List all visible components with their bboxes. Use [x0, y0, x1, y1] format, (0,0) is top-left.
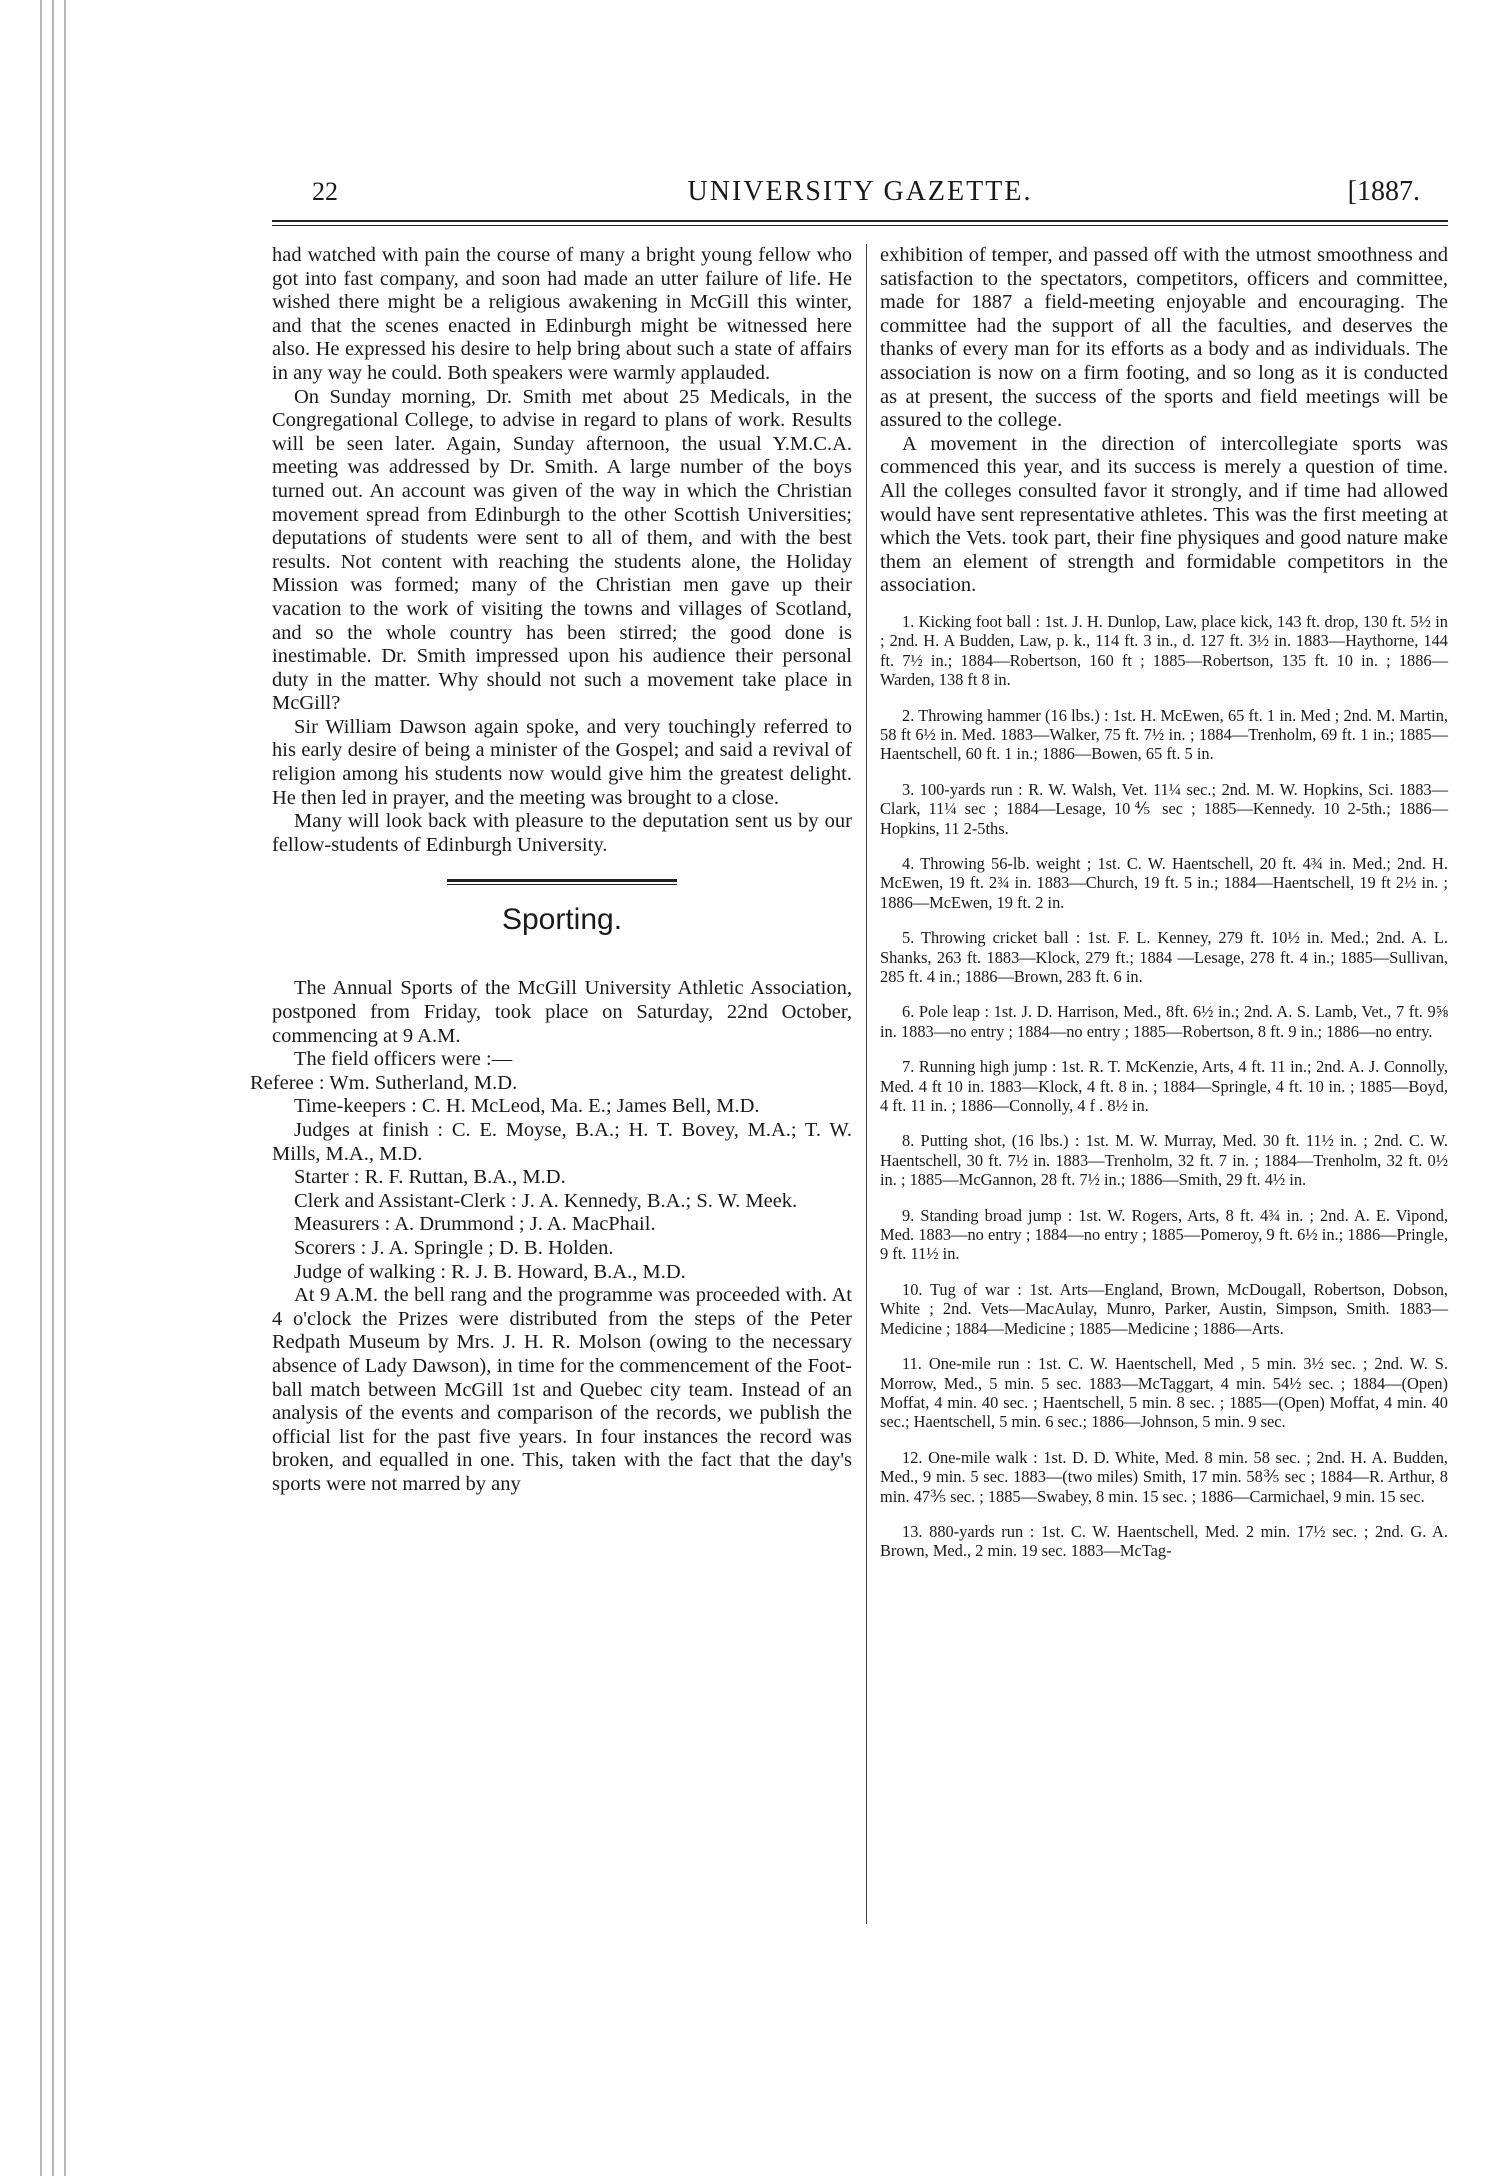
page-edge-2 [52, 0, 54, 2176]
result-entry: 12. One-mile walk : 1st. D. D. White, Med. 8 min. 58 sec. ; 2nd. H. A. Budden, Med., 9 min. 5 sec. 1883—(two miles) Smith, 17 min. 58⅗ sec ; 1884—R. Arthur, 8 min. 47⅗ sec. ; 1885—Swabey, 8 min. 15 sec. ; 1886—Carmichael, 9 min. 15 sec. [880, 1447, 1448, 1506]
page-header [272, 168, 1448, 216]
officer-line: Measurers : A. Drummond ; J. A. MacPhail. [294, 1213, 656, 1236]
section-title: Sporting. [501, 903, 623, 937]
left-paragraph: On Sunday morning, Dr. Smith met about 25 Medicals, in the Congregational College, to advise in regard to plans of work. Results will be seen later. Again, Sunday afternoon, the usual Y.M.C.A. meeting was addressed by Dr. Smith. A large number of the boys turned out. An account was given of the way in which the Christian movement spread from Edinburgh to the other Scottish Universities; deputations of students were sent to all of them, and with the best results. Not content with reaching the students alone, the Holiday Mission was formed; many of the Christian men gave up their vacation to the work of visiting the towns and villages of Scotland, and so the whole country has been stirred; the good done is inestimable. Dr. Smith impressed upon his audience their personal duty in the matter. Why should not such a movement take place in McGill? [272, 385, 852, 715]
officer-line: Referee : Wm. Sutherland, M.D. [250, 1071, 518, 1094]
result-entry: 5. Throwing cricket ball : 1st. F. L. Kenney, 279 ft. 10½ in. Med.; 2nd. A. L. Shanks, 263 ft. 1883—Klock, 279 ft.; 1884 —Lesage, 278 ft. 4 in.; 1885—Sullivan, 285 ft. 4 in.; 1886—Brown, 283 ft. 6 in. [880, 928, 1448, 986]
result-entry: 2. Throwing hammer (16 lbs.) : 1st. H. McEwen, 65 ft. 1 in. Med ; 2nd. M. Martin, 58 ft 6½ in. Med. 1883—Walker, 75 ft. 7½ in. ; 1884—Trenholm, 69 ft. 1 in.; 1885—Haentschell, 60 ft. 1 in.; 1886—Bowen, 65 ft. 5 in. [880, 705, 1448, 764]
officer-line: Scorers : J. A. Springle ; D. B. Holden. [294, 1236, 614, 1259]
left-column [250, 244, 852, 1497]
officers-heading: The field officers were :— [294, 1048, 513, 1071]
right-column [880, 244, 1448, 1577]
result-entry: 3. 100-yards run : R. W. Walsh, Vet. 11¼ sec.; 2nd. M. W. Hopkins, Sci. 1883—Clark, 11¼ sec ; 1884—Lesage, 10⅘ sec ; 1885—Kennedy. 10 2-5th.; 1886—Hopkins, 11 2-5ths. [880, 779, 1448, 838]
right-paragraph: A movement in the direction of intercollegiate sports was commenced this year, and its success is merely a question of time. All the colleges consulted favor it strongly, and if time had allowed would have sent representative athletes. This was the first meeting at which the Vets. took part, their fine physiques and good nature make them an element of strength and formidable competitors in the association. [880, 432, 1448, 597]
result-entry: 7. Running high jump : 1st. R. T. McKenzie, Arts, 4 ft. 11 in.; 2nd. A. J. Connolly, Med. 4 ft 10 in. 1883—Klock, 4 ft. 8 in. ; 1884—Springle, 4 ft. 10 in. ; 1885—Boyd, 4 ft. 11 in. ; 1886—Connolly, 4 f . 8½ in. [880, 1057, 1448, 1116]
page-number: 22 [312, 177, 338, 206]
result-entry: 11. One-mile run : 1st. C. W. Haentschell, Med , 5 min. 3½ sec. ; 2nd. W. S. Morrow, Med., 5 min. 5 sec. 1883—McTaggart, 4 min. 54½ sec. ; 1884—(Open) Moffat, 4 min. 40 sec. ; Haentschell, 5 min. 8 sec. ; 1885—(Open) Moffat, 4 min. 40 sec.; Haentschell, 5 min. 6 sec.; 1886—Johnson, 5 min. 9 sec. [880, 1354, 1448, 1432]
publication-year: [1887. [1347, 176, 1420, 207]
result-entry: 6. Pole leap : 1st. J. D. Harrison, Med., 8ft. 6½ in.; 2nd. A. S. Lamb, Vet., 7 ft. 9⅝ in. 1883—no entry ; 1884—no entry ; 1885—Robertson, 8 ft. 9 in.; 1886—no entry. [880, 1002, 1448, 1041]
gazette-page [250, 168, 1448, 2118]
left-paragraph: had watched with pain the course of many a bright young fellow who got into fast company, and soon had made an utter failure of life. He wished there might be a religious awakening in McGill this winter, and that the scenes enacted in Edinburgh might be witnessed here also. He expressed his desire to help bring about such a state of affairs in any way he could. Both speakers were warmly applauded. [272, 244, 852, 384]
result-entry: 13. 880-yards run : 1st. C. W. Haentschell, Med. 2 min. 17½ sec. ; 2nd. G. A. Brown, Med., 2 min. 19 sec. 1883—McTag- [880, 1521, 1448, 1561]
page-edge-1 [40, 0, 42, 2176]
officer-line: Time-keepers : C. H. McLeod, Ma. E.; James Bell, M.D. [294, 1095, 760, 1118]
article-columns [250, 244, 1448, 2104]
result-entry: 4. Throwing 56-lb. weight ; 1st. C. W. Haentschell, 20 ft. 4¾ in. Med.; 2nd. H. McEwen, 19 ft. 2¾ in. 1883—Church, 19 ft. 5 in.; 1884—Haentschell, 19 ft 2½ in. ; 1886—McEwen, 19 ft. 2 in. [880, 853, 1448, 912]
publication-title: UNIVERSITY GAZETTE. [687, 176, 1033, 207]
page-edge-3 [64, 0, 66, 2176]
officer-line: Judge of walking : R. J. B. Howard, B.A., M.D. [294, 1260, 686, 1283]
sporting-closing: At 9 A.M. the bell rang and the programme was proceeded with. At 4 o'clock the Prizes were distributed from the steps of the Peter Redpath Museum by Mrs. J. H. R. Molson (owing to the necessary absence of Lady Dawson), in time for the commencement of the Foot-ball match between McGill 1st and Quebec city team. Instead of an analysis of the events and comparison of the records, we publish the official list for the past five years. In four instances the record was broken, and equalled in one. This, taken with the fact that the day's sports were not marred by any [272, 1284, 852, 1495]
officer-line: Clerk and Assistant-Clerk : J. A. Kennedy, B.A.; S. W. Meek. [294, 1189, 798, 1212]
officer-line: Judges at finish : C. E. Moyse, B.A.; H. T. Bovey, M.A.; T. W. Mills, M.A., M.D. [272, 1119, 852, 1165]
result-entry: 1. Kicking foot ball : 1st. J. H. Dunlop, Law, place kick, 143 ft. drop, 130 ft. 5½ in ; 2nd. H. A Budden, Law, p. k., 114 ft. 3 in., d. 127 ft. 3½ in. 1883—Haythorne, 144 ft. 7½ in.; 1884—Robertson, 160 ft ; 1885—Robertson, 135 ft. 10 in. ; 1886—Warden, 138 ft 8 in. [880, 611, 1448, 690]
left-paragraph: Sir William Dawson again spoke, and very touchingly referred to his early desire of being a minister of the Gospel; and said a revival of religion among his students now would give him the greatest delight. He then led in prayer, and the meeting was brought to a close. [272, 715, 852, 809]
right-paragraph: exhibition of temper, and passed off with the utmost smoothness and satisfaction to the spectators, competitors, officers and committee, made for 1887 a field-meeting enjoyable and encouraging. The committee had the support of all the faculties, and deserves the thanks of every man for its efforts as a body and as individuals. The association is now on a firm footing, and so long as it is conducted as at present, the success of the sports and field meetings will be assured to the college. [880, 244, 1448, 432]
result-entry: 9. Standing broad jump : 1st. W. Rogers, Arts, 8 ft. 4¾ in. ; 2nd. A. E. Vipond, Med. 1883—no entry ; 1884—no entry ; 1885—Pomeroy, 9 ft. 6½ in.; 1886—Pringle, 9 ft. 11½ in. [880, 1205, 1448, 1264]
section-separator [447, 879, 677, 885]
result-entry: 10. Tug of war : 1st. Arts—England, Brown, McDougall, Robertson, Dobson, White ; 2nd. Vets—MacAulay, Munro, Parker, Austin, Simpson, Smith. 1883—Medicine ; 1884—Medicine ; 1885—Medicine ; 1886—Arts. [880, 1279, 1448, 1338]
sporting-intro: The Annual Sports of the McGill University Athletic Association, postponed from Friday, took place on Saturday, 22nd October, commencing at 9 A.M. [272, 977, 852, 1047]
officer-line: Starter : R. F. Ruttan, B.A., M.D. [294, 1166, 566, 1189]
left-paragraph: Many will look back with pleasure to the deputation sent us by our fellow-students of Edinburgh University. [272, 810, 852, 856]
column-divider [866, 244, 867, 1924]
result-entry: 8. Putting shot, (16 lbs.) : 1st. M. W. Murray, Med. 30 ft. 11½ in. ; 2nd. C. W. Haentschell, 30 ft. 7½ in. 1883—Trenholm, 32 ft. 7 in. ; 1884—Trenholm, 32 ft. 0½ in. ; 1885—McGannon, 28 ft. 7½ in.; 1886—Smith, 29 ft. 4½ in. [880, 1131, 1448, 1190]
results-list [880, 612, 1448, 1561]
header-rule [272, 220, 1448, 226]
